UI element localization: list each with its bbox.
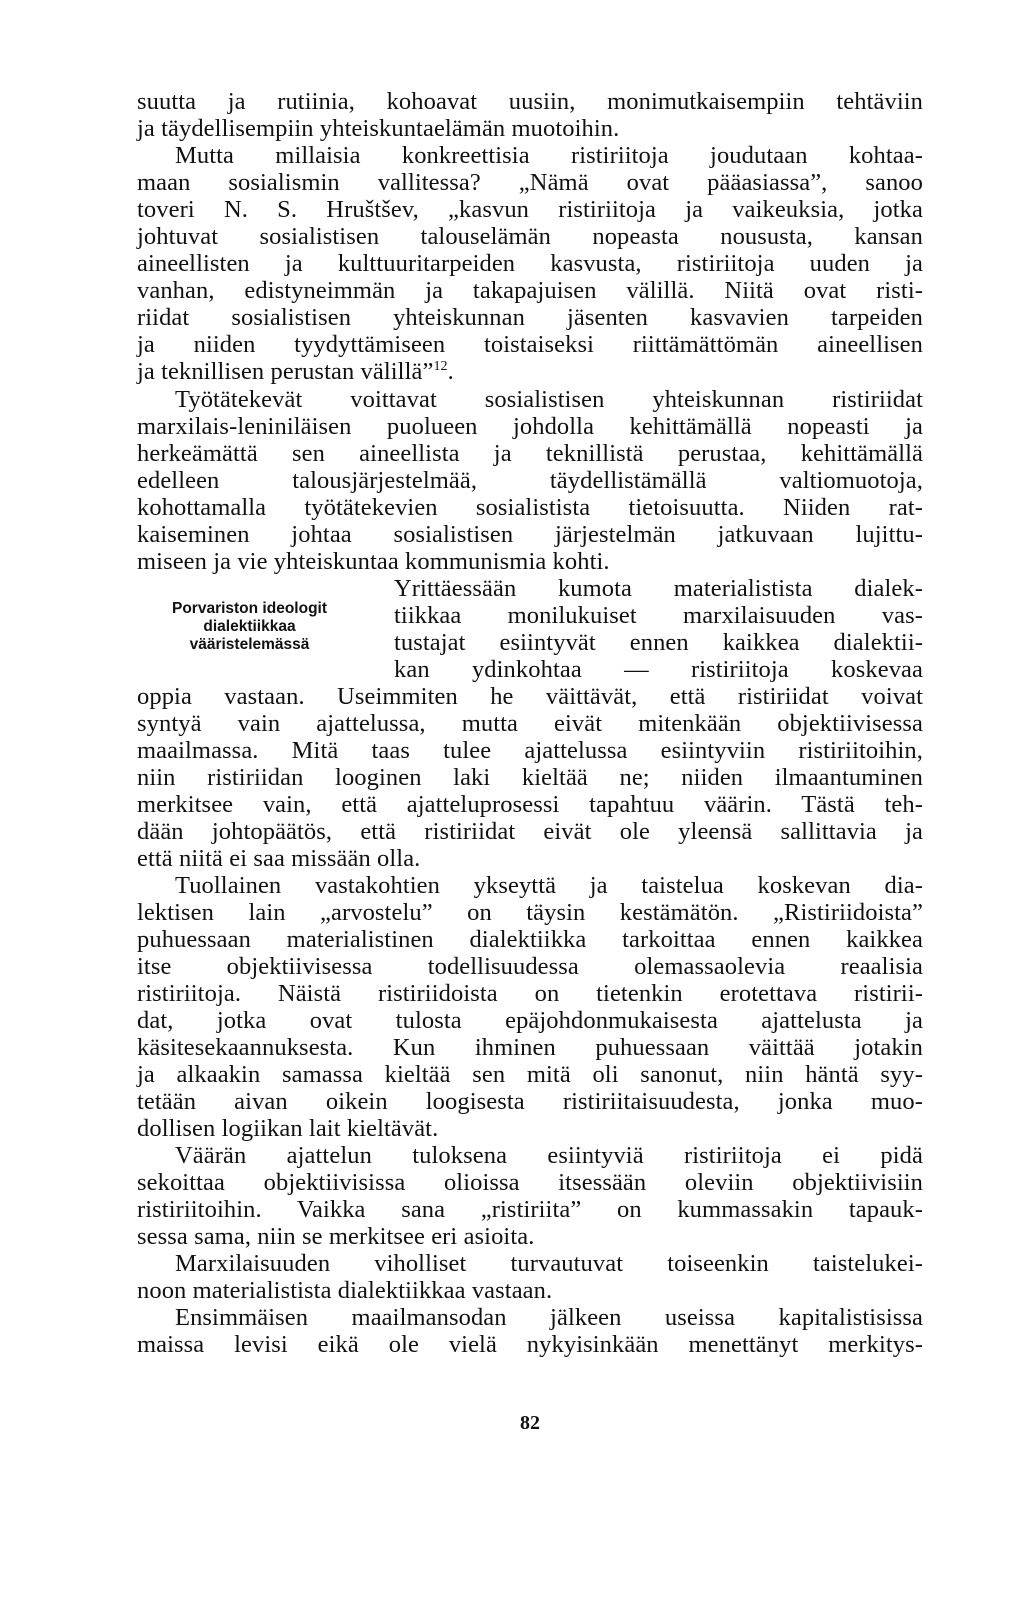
text-line: tiikkaa monilukuiset marxilaisuuden vas-: [394, 602, 923, 629]
text-line: maailmassa. Mitä taas tulee ajattelussa esiintyviin ristiriitoihin,: [137, 737, 923, 764]
page-number: 82: [520, 1412, 540, 1434]
text-line: ja niiden tyydyttämiseen toistaiseksi riittämättömän aineellisen: [137, 331, 923, 358]
margin-heading-line: vääristelemässä: [189, 636, 310, 653]
text-line: Tuollainen vastakohtien ykseyttä ja taistelua koskevan dia-: [175, 872, 923, 899]
text-line: syntyä vain ajattelussa, mutta eivät mitenkään objektiivisessa: [137, 710, 923, 737]
text-line: kaiseminen johtaa sosialistisen järjestelmän jatkuvaan lujittu-: [137, 521, 923, 548]
margin-heading: [137, 600, 362, 654]
text-line: merkitsee vain, että ajatteluprosessi tapahtuu väärin. Tästä teh-: [137, 791, 923, 818]
text-line: dollisen logiikan lait kieltävät.: [137, 1115, 439, 1142]
text-line: tustajat esiintyvät ennen kaikkea dialektii-: [394, 629, 923, 656]
text-line: suutta ja rutiinia, kohoavat uusiin, monimutkaisempiin tehtäviin: [137, 88, 923, 115]
text-line: Yrittäessään kumota materialistista dialek-: [394, 575, 923, 602]
text-line: [137, 358, 923, 385]
text-line: kohottamalla työtätekevien sosialistista tietoisuutta. Niiden rat-: [137, 494, 923, 521]
text-line: dään johtopäätös, että ristiriidat eivät ole yleensä sallittavia ja: [137, 818, 923, 845]
text-line: puhuessaan materialistinen dialektiikka tarkoittaa ennen kaikkea: [137, 926, 923, 953]
text-line: niin ristiriidan looginen laki kieltää ne; niiden ilmaantuminen: [137, 764, 923, 791]
text-line: miseen ja vie yhteiskuntaa kommunismia kohti.: [137, 548, 610, 575]
text-line: lektisen lain „arvostelu” on täysin kestämätön. „Ristiriidoista”: [137, 899, 923, 926]
text-line: maan sosialismin vallitessa? „Nämä ovat pääasiassa”, sanoo: [137, 169, 923, 196]
text-line: aineellisten ja kulttuuritarpeiden kasvusta, ristiriitoja uuden ja: [137, 250, 923, 277]
text-line: noon materialistista dialektiikkaa vastaan.: [137, 1277, 553, 1304]
text-line: sessa sama, niin se merkitsee eri asioita.: [137, 1223, 535, 1250]
footnote-reference: 12: [433, 358, 448, 374]
text-line-part: .: [447, 358, 454, 385]
margin-heading-line: dialektiikkaa: [203, 618, 296, 635]
text-line: vanhan, edistyneimmän ja takapajuisen välillä. Niitä ovat risti-: [137, 277, 923, 304]
text-line: ristiriitoja. Näistä ristiriidoista on tietenkin erotettava ristirii-: [137, 980, 923, 1007]
text-line: Väärän ajattelun tuloksena esiintyviä ristiriitoja ei pidä: [175, 1142, 923, 1169]
text-line: Marxilaisuuden viholliset turvautuvat toiseenkin taistelukei-: [175, 1250, 923, 1277]
margin-heading-line: Porvariston ideologit: [171, 600, 327, 617]
text-line: sekoittaa objektiivisissa olioissa itsessään oleviin objektiivisiin: [137, 1169, 923, 1196]
text-line-part: ja teknillisen perustan välillä”: [137, 358, 434, 385]
text-line: Mutta millaisia konkreettisia ristiriitoja joudutaan kohtaa-: [175, 142, 923, 169]
text-line: marxilais-leniniläisen puolueen johdolla kehittämällä nopeasti ja: [137, 413, 923, 440]
text-line: tetään aivan oikein loogisesta ristiriitaisuudesta, jonka muo-: [137, 1088, 923, 1115]
text-line: että niitä ei saa missään olla.: [137, 845, 421, 872]
text-line: johtuvat sosialistisen talouselämän nopeasta noususta, kansan: [137, 223, 923, 250]
text-line: riidat sosialistisen yhteiskunnan jäsenten kasvavien tarpeiden: [137, 304, 923, 331]
text-line: käsitesekaannuksesta. Kun ihminen puhuessaan väittää jotakin: [137, 1034, 923, 1061]
text-line: edelleen talousjärjestelmää, täydellistämällä valtiomuotoja,: [137, 467, 923, 494]
text-line: ja alkaakin samassa kieltää sen mitä oli sanonut, niin häntä syy-: [137, 1061, 923, 1088]
text-line: itse objektiivisessa todellisuudessa olemassaolevia reaalisia: [137, 953, 923, 980]
text-line: oppia vastaan. Useimmiten he väittävät, että ristiriidat voivat: [137, 683, 923, 710]
text-line: ja täydellisempiin yhteiskuntaelämän muotoihin.: [137, 115, 620, 142]
text-line: ristiriitoihin. Vaikka sana „ristiriita” on kummassakin tapauk-: [137, 1196, 923, 1223]
text-line: dat, jotka ovat tulosta epäjohdonmukaisesta ajattelusta ja: [137, 1007, 923, 1034]
text-line: kan ydinkohtaa — ristiriitoja koskevaa: [394, 656, 923, 683]
text-line: maissa levisi eikä ole vielä nykyisinkään menettänyt merkitys-: [137, 1331, 923, 1358]
text-line: Ensimmäisen maailmansodan jälkeen useissa kapitalistisissa: [175, 1304, 923, 1331]
text-line: herkeämättä sen aineellista ja teknillistä perustaa, kehittämällä: [137, 440, 923, 467]
text-line: Työtätekevät voittavat sosialistisen yhteiskunnan ristiriidat: [175, 386, 923, 413]
text-line: toveri N. S. Hruštšev, „kasvun ristiriitoja ja vaikeuksia, jotka: [137, 196, 923, 223]
